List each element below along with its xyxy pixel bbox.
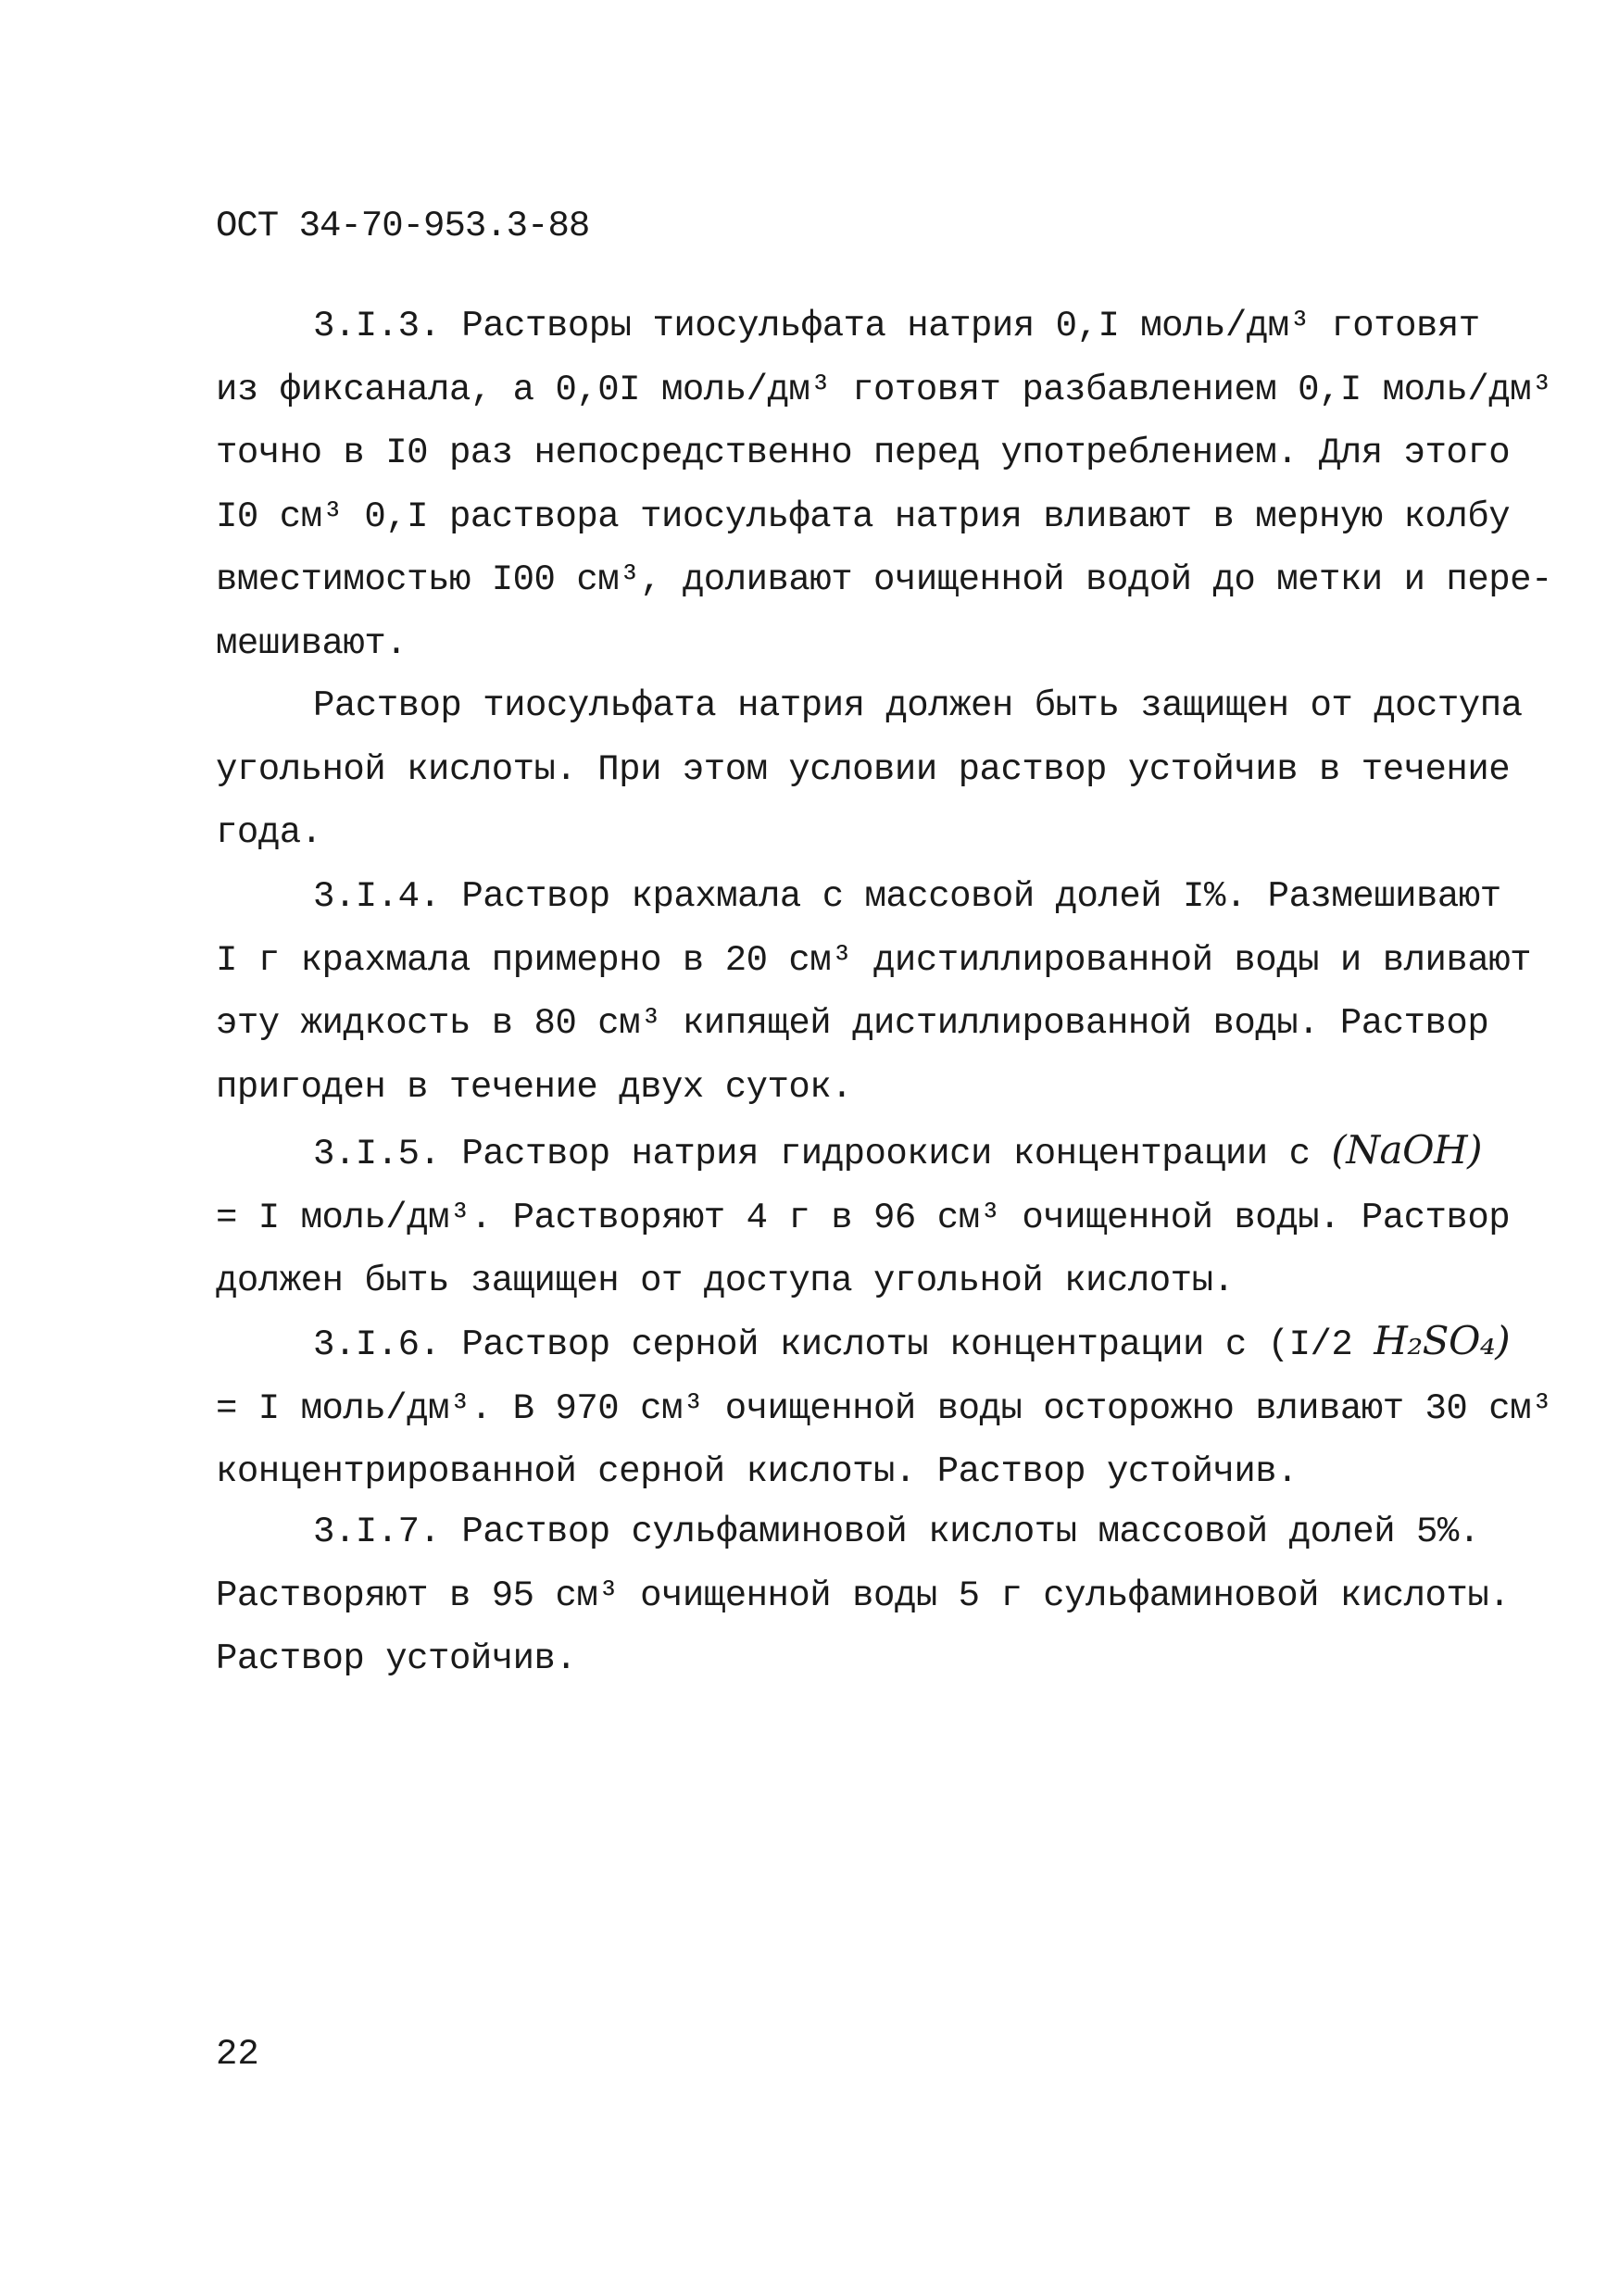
text-line-start: 3.I.6. Раствор серной кислоты концентрации с (I/2 xyxy=(313,1324,1353,1365)
text-line: вместимостью I00 см³, доливают очищенной водой до метки и пере- xyxy=(216,559,1552,600)
text-line: 3.I.4. Раствор крахмала с массовой долей I%. Размешивают xyxy=(313,876,1501,917)
text-line: I0 см³ 0,I раствора тиосульфата натрия вливают в мерную колбу xyxy=(216,496,1511,537)
text-line: Растворяют в 95 см³ очищенной воды 5 г сульфаминовой кислоты. xyxy=(216,1575,1511,1616)
text-line: должен быть защищен от доступа угольной кислоты. xyxy=(216,1261,1235,1301)
text-line: концентрированной серной кислоты. Раствор устойчив. xyxy=(216,1451,1299,1492)
text-line: эту жидкость в 80 см³ кипящей дистиллированной воды. Раствор xyxy=(216,1003,1489,1044)
text-line: точно в I0 раз непосредственно перед употреблением. Для этого xyxy=(216,433,1511,473)
text-line xyxy=(216,1119,1483,1186)
paragraph-3-1-4 xyxy=(216,865,1532,1119)
document-header: ОСТ 34-70-953.3-88 xyxy=(216,206,590,246)
paragraph-3-1-6 xyxy=(216,1310,1552,1504)
text-line: из фиксанала, а 0,0I моль/дм³ готовят разбавлением 0,I моль/дм³ xyxy=(216,369,1552,410)
paragraph-3-1-7 xyxy=(216,1500,1511,1691)
text-line: 3.I.3. Растворы тиосульфата натрия 0,I моль/дм³ готовят xyxy=(313,306,1480,346)
handwritten-formula-h2so4: H₂SO₄) xyxy=(1374,1318,1511,1363)
text-line: I г крахмала примерно в 20 см³ дистиллированной воды и вливают xyxy=(216,939,1532,981)
text-line: года. xyxy=(216,812,322,853)
text-line: угольной кислоты. При этом условии раствор устойчив в течение xyxy=(216,748,1511,790)
text-line-start: 3.I.5. Раствор натрия гидроокиси концентрации с xyxy=(313,1134,1311,1174)
text-line: = I моль/дм³. В 970 см³ очищенной воды осторожно вливают 30 см³ xyxy=(216,1387,1552,1429)
page-number: 22 xyxy=(216,2034,259,2075)
text-line: 3.I.7. Раствор сульфаминовой кислоты массовой долей 5%. xyxy=(313,1512,1480,1552)
paragraph-thiosulfate-note xyxy=(216,674,1523,865)
text-line: = I моль/дм³. Растворяют 4 г в 96 см³ очищенной воды. Раствор xyxy=(216,1197,1511,1238)
paragraph-3-1-5 xyxy=(216,1119,1511,1313)
text-line: мешивают. xyxy=(216,622,408,664)
paragraph-3-1-3 xyxy=(216,295,1552,675)
text-line: пригоден в течение двух суток. xyxy=(216,1066,853,1108)
handwritten-formula-naoh: (NaOH) xyxy=(1331,1127,1483,1173)
text-line: Раствор тиосульфата натрия должен быть защищен от доступа xyxy=(313,685,1523,726)
text-line: Раствор устойчив. xyxy=(216,1638,577,1679)
text-line xyxy=(216,1310,1511,1377)
